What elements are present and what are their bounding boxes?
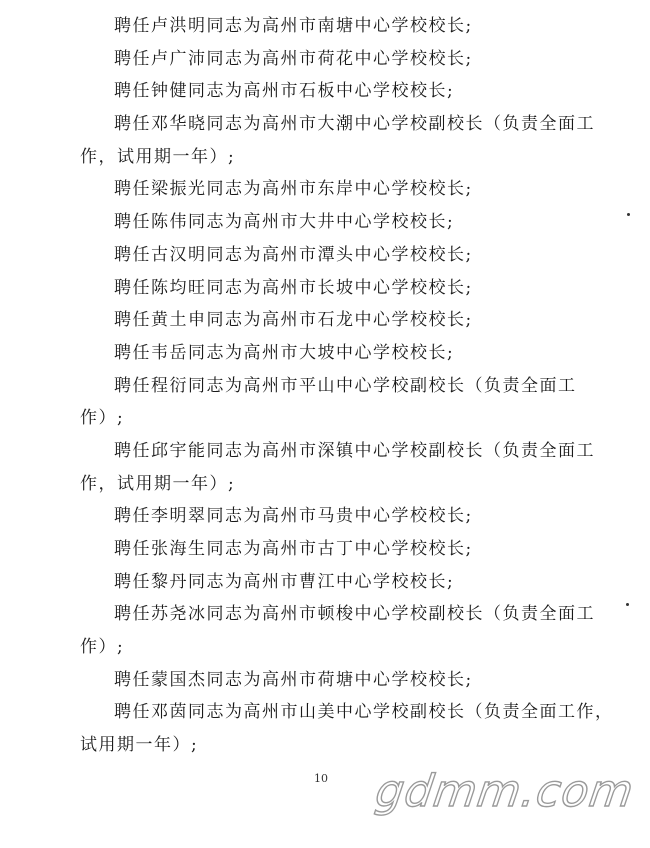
document-line: 作）;	[80, 408, 125, 429]
document-line: 聘任黄土申同志为高州市石龙中心学校校长;	[114, 310, 473, 331]
document-line: 作，试用期一年）;	[80, 473, 236, 494]
watermark: gdmm.com	[372, 766, 638, 817]
document-line: 聘任苏尧冰同志为高州市顿梭中心学校副校长（负责全面工	[114, 604, 595, 625]
document-line: 聘任古汉明同志为高州市潭头中心学校校长;	[114, 244, 473, 265]
document-line: 聘任张海生同志为高州市古丁中心学校校长;	[114, 539, 473, 559]
document-line: 聘任邱宇能同志为高州市深镇中心学校副校长（负责全面工	[114, 440, 595, 461]
document-line: 聘任蒙国杰同志为高州市荷塘中心学校校长;	[114, 669, 473, 690]
page-number: 10	[314, 772, 328, 785]
document-line: 聘任陈伟同志为高州市大井中心学校校长;	[114, 212, 455, 233]
scan-speck	[627, 213, 630, 216]
document-line: 作）;	[80, 637, 125, 658]
document-line: 试用期一年）;	[80, 735, 199, 756]
document-line: 聘任黎丹同志为高州市曹江中心学校校长;	[114, 571, 455, 592]
document-line: 作，试用期一年）;	[80, 146, 236, 167]
document-line: 聘任李明翠同志为高州市马贵中心学校校长;	[114, 506, 473, 527]
document-line: 聘任陈均旺同志为高州市长坡中心学校校长;	[114, 277, 473, 298]
document-body	[80, 10, 614, 762]
document-line: 聘任钟健同志为高州市石板中心学校校长;	[114, 81, 455, 102]
scan-speck	[626, 603, 629, 606]
document-line: 聘任邓茵同志为高州市山美中心学校副校长（负责全面工作，	[114, 702, 614, 723]
document-line: 聘任卢广沛同志为高州市荷花中心学校校长;	[114, 48, 473, 69]
document-line: 聘任程衍同志为高州市平山中心学校副校长（负责全面工	[114, 375, 577, 396]
document-line: 聘任邓华晓同志为高州市大潮中心学校副校长（负责全面工	[114, 114, 595, 135]
document-line: 聘任卢洪明同志为高州市南塘中心学校校长;	[114, 16, 473, 36]
document-line: 聘任韦岳同志为高州市大坡中心学校校长;	[114, 342, 455, 363]
document-line: 聘任梁振光同志为高州市东岸中心学校校长;	[114, 179, 473, 200]
